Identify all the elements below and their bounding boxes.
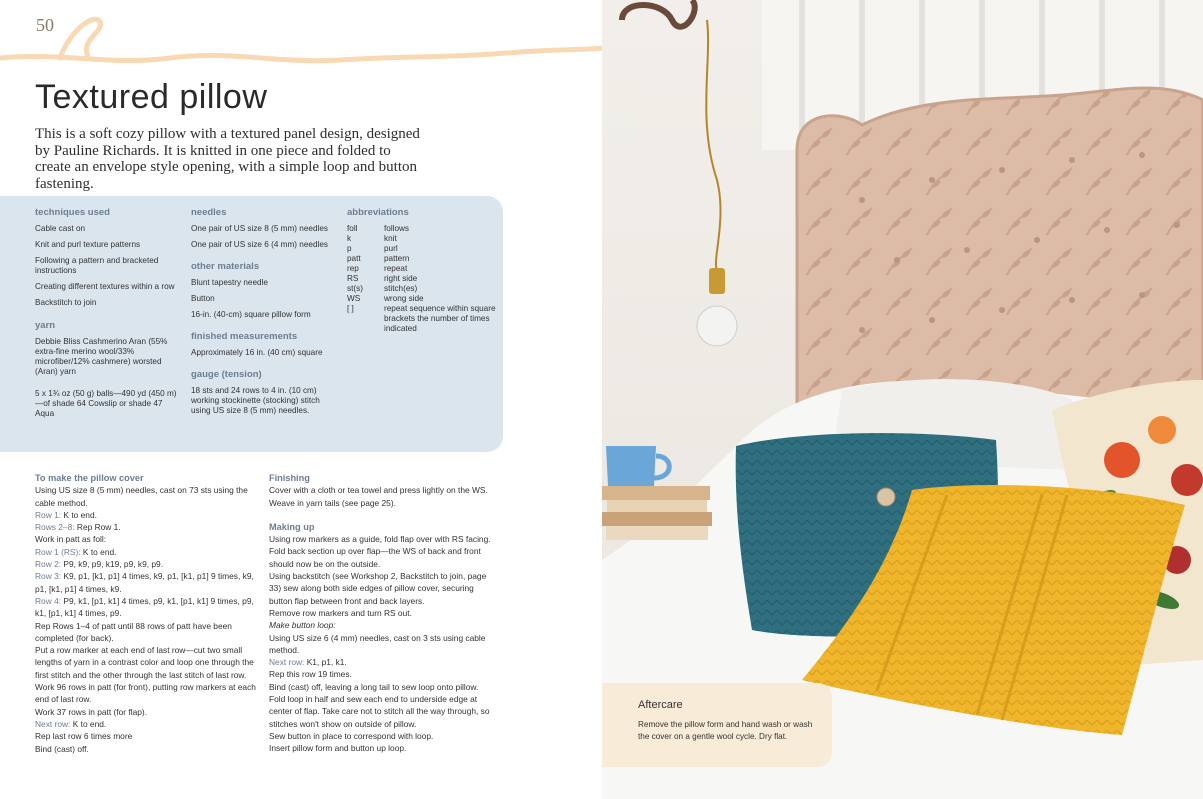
instruction-line: Using row markers as a guide, fold flap over with RS facing. Fold back section up over flap—the WS of back and front should now be on the outside. xyxy=(269,534,491,569)
row-label: Row 1: xyxy=(35,509,62,520)
info-column-1 xyxy=(35,208,183,425)
aftercare-heading: Aftercare xyxy=(638,699,683,711)
light-bulb xyxy=(697,306,737,346)
abbreviation-key: p xyxy=(347,244,352,253)
instructions-column-1 xyxy=(35,472,260,755)
techniques-heading: techniques used xyxy=(35,207,110,218)
finishing-heading: Finishing xyxy=(269,473,310,483)
instruction-line: Insert pillow form and button up loop. xyxy=(269,743,407,754)
instruction-line: Rep this row 19 times. xyxy=(269,669,352,680)
abbreviations-heading: abbreviations xyxy=(347,207,409,218)
info-column-3 xyxy=(347,208,497,334)
abbreviation-key: [ ] xyxy=(347,304,354,313)
abbreviation-key: patt xyxy=(347,254,361,263)
abbreviation-row xyxy=(347,274,497,284)
gauge-heading: gauge (tension) xyxy=(191,369,262,380)
instruction-line: Work 37 rows in patt (for flap). xyxy=(35,706,148,717)
row-label: Row 2: xyxy=(35,559,62,570)
mug xyxy=(606,446,656,486)
abbreviation-value: stitch(es) xyxy=(384,284,418,293)
right-page-photo xyxy=(602,0,1203,799)
technique-item: Following a pattern and bracketed instructions xyxy=(35,256,159,275)
abbreviation-value: follows xyxy=(384,224,410,233)
needle-item: One pair of US size 8 (5 mm) needles xyxy=(191,224,328,233)
instruction-line xyxy=(35,718,260,730)
bedroom-pillows-photo xyxy=(602,0,1203,799)
gauge-value: 18 sts and 24 rows to 4 in. (10 cm) working stockinette (stocking) stitch using US size 8 (5 mm) needles. xyxy=(191,386,320,415)
abbreviation-row xyxy=(347,254,497,264)
intro-paragraph: This is a soft cozy pillow with a textured panel design, designed by Pauline Richards. It is knitted in one piece and folded to create an envelope style opening, with a simple loop and button fastening. xyxy=(35,126,420,192)
measurements-heading: finished measurements xyxy=(191,331,298,342)
instruction-line: Rep Rows 1–4 of patt until 88 rows of patt have been completed (for back). xyxy=(35,620,232,643)
row-text: K to end. xyxy=(70,718,107,729)
row-label: Next row: xyxy=(35,718,71,729)
row-label: Row 4: xyxy=(35,595,62,606)
material-item: Blunt tapestry needle xyxy=(191,278,268,287)
materials-heading: other materials xyxy=(191,261,260,272)
instruction-line: Work in patt as foll: xyxy=(35,534,107,545)
instruction-line: Put a row marker at each end of last row—cut two small lengths of yarn in a contrast color and loop one through the first stitch and the other through the last stitch of last row. xyxy=(35,645,254,680)
instruction-line xyxy=(269,656,494,668)
instructions-column-2 xyxy=(269,472,494,755)
technique-item: Backstitch to join xyxy=(35,298,97,307)
making-up-heading: Making up xyxy=(269,521,315,532)
row-label: Next row: xyxy=(269,657,305,668)
technique-item: Creating different textures within a row xyxy=(35,282,175,291)
page-title: Textured pillow xyxy=(35,78,268,116)
row-label: Row 1 (RS): xyxy=(35,546,81,557)
info-column-2 xyxy=(191,208,331,422)
row-label: Rows 2–8: xyxy=(35,522,75,533)
instruction-line xyxy=(35,570,260,595)
aftercare-box xyxy=(602,683,832,767)
abbreviation-row xyxy=(347,234,497,244)
instruction-line: Bind (cast) off. xyxy=(35,743,89,754)
yarn-quantity: 5 x 1¾ oz (50 g) balls—490 yd (450 m) —of shade 64 Cowslip or shade 47 Aqua xyxy=(35,389,177,418)
technique-item: Cable cast on xyxy=(35,224,86,233)
cover-heading: To make the pillow cover xyxy=(35,473,144,483)
row-text: K1, p1, k1. xyxy=(304,657,347,668)
row-text: Rep Row 1. xyxy=(74,522,121,533)
row-text: P9, k9, p9, k19, p9, k9, p9. xyxy=(61,559,164,570)
abbreviation-key: RS xyxy=(347,274,359,283)
measurements-value: Approximately 16 in. (40 cm) square xyxy=(191,348,323,357)
abbreviation-key: foll xyxy=(347,224,358,233)
abbreviation-value: repeat sequence within square brackets the number of times indicated xyxy=(384,304,496,333)
abbreviation-value: repeat xyxy=(384,264,408,273)
yarn-description: Debbie Bliss Cashmerino Aran (55% extra-fine merino wool/33% microfiber/12% cashmere) worsted (Aran) yarn xyxy=(35,337,168,376)
aftercare-text: Remove the pillow form and hand wash or wash the cover on a gentle wool cycle. Dry flat. xyxy=(638,720,813,741)
abbreviation-value: pattern xyxy=(384,254,410,263)
instruction-line: Using US size 8 (5 mm) needles, cast on 73 sts using the cable method. xyxy=(35,485,248,508)
material-item: Button xyxy=(191,294,215,303)
button-loop-heading: Make button loop: xyxy=(269,620,336,631)
abbreviation-row xyxy=(347,264,497,274)
row-text: P9, k1, [p1, k1] 4 times, p9, k1, [p1, k1] 9 times, p9, k1, [p1, k1] 4 times, p9. xyxy=(35,595,254,619)
abbreviation-value: knit xyxy=(384,234,397,243)
page-number: 50 xyxy=(36,15,54,35)
abbreviation-value: right side xyxy=(384,274,418,283)
technique-item: Knit and purl texture patterns xyxy=(35,240,141,249)
instruction-line: Rep last row 6 times more xyxy=(35,731,133,742)
instruction-line xyxy=(35,558,260,570)
row-text: K to end. xyxy=(80,546,117,557)
instruction-line xyxy=(35,509,260,521)
button xyxy=(877,488,895,506)
yarn-strand-decoration xyxy=(0,0,602,80)
instruction-line: Work 96 rows in patt (for front), putting row markers at each end of last row. xyxy=(35,682,256,705)
instruction-line: Bind (cast) off, leaving a long tail to sew loop onto pillow. xyxy=(269,681,479,692)
abbreviation-key: st(s) xyxy=(347,284,363,293)
instruction-line: Fold loop in half and sew each end to underside edge at center of flap. Take care not to stitch all the way through, so stitches won't show on outside of pillow. xyxy=(269,694,490,729)
abbreviation-value: purl xyxy=(384,244,398,253)
instruction-line: Cover with a cloth or tea towel and press lightly on the WS. Weave in yarn tails (see page 25). xyxy=(269,485,488,508)
instruction-line xyxy=(35,546,260,558)
instruction-line: Sew button in place to correspond with loop. xyxy=(269,730,434,741)
row-text: K9, p1, [k1, p1] 4 times, k9, p1, [k1, p1] 9 times, k9, p1, [k1, p1] 4 times, k9. xyxy=(35,571,254,594)
abbreviation-row xyxy=(347,244,497,254)
instruction-line: Using backstitch (see Workshop 2, Backstitch to join, page 33) sew along both side edges of pillow cover, securing button flap between front and back layers. xyxy=(269,571,487,606)
instruction-line xyxy=(35,595,260,620)
abbreviation-row xyxy=(347,304,497,334)
abbreviation-key: rep xyxy=(347,264,359,273)
instruction-line xyxy=(35,521,260,533)
instruction-line: Remove row markers and turn RS out. xyxy=(269,607,412,618)
abbreviation-row xyxy=(347,294,497,304)
needle-item: One pair of US size 6 (4 mm) needles xyxy=(191,240,328,249)
abbreviation-value: wrong side xyxy=(384,294,424,303)
row-text: K to end. xyxy=(61,509,97,520)
books-stack xyxy=(602,486,712,540)
row-label: Row 3: xyxy=(35,571,62,582)
abbreviation-key: k xyxy=(347,234,352,243)
abbreviation-row xyxy=(347,284,497,294)
material-item: 16-in. (40-cm) square pillow form xyxy=(191,310,311,319)
abbreviation-row xyxy=(347,224,497,234)
instruction-line: Using US size 6 (4 mm) needles, cast on 3 sts using cable method. xyxy=(269,632,486,655)
yarn-heading: yarn xyxy=(35,320,56,331)
needles-heading: needles xyxy=(191,207,227,218)
abbreviation-key: WS xyxy=(347,294,361,303)
lamp-socket xyxy=(709,268,725,294)
